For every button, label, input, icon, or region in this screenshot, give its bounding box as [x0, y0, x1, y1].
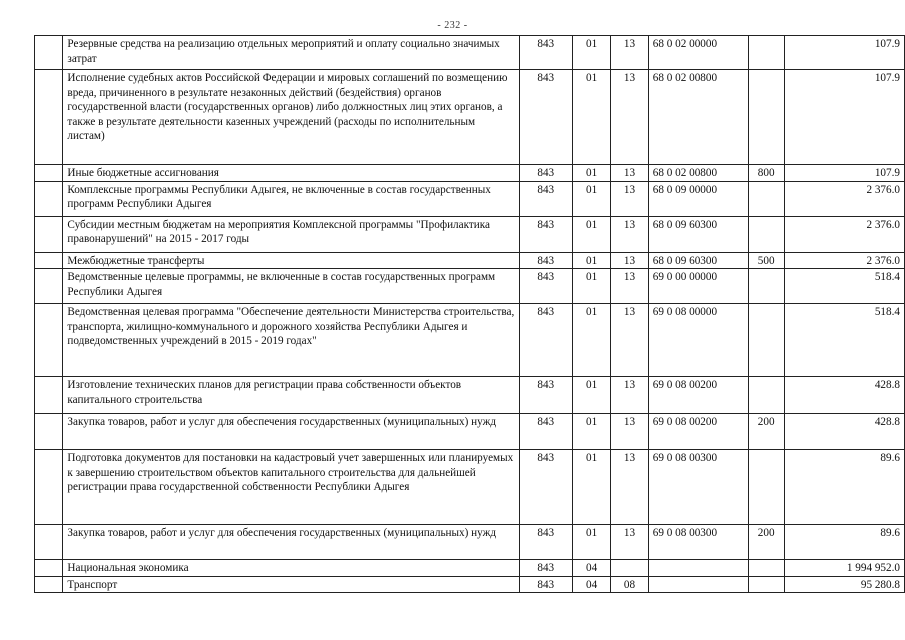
row-name: Ведомственная целевая программа "Обеспечение деятельности Министерства строительства, транспорта, жилищно-коммунального и дорожного хозяйства Республики Адыгея и подведомственных учреждений в 2015 - 2019 годах"	[63, 304, 519, 377]
row-vr	[748, 560, 784, 577]
row-ved: 843	[519, 36, 572, 70]
row-name: Иные бюджетные ассигнования	[63, 165, 519, 182]
budget-table-body	[35, 36, 905, 593]
row-csr: 68 0 09 60300	[648, 252, 748, 269]
row-ved: 843	[519, 377, 572, 414]
row-csr: 68 0 02 00800	[648, 165, 748, 182]
row-vr	[748, 304, 784, 377]
row-ved: 843	[519, 525, 572, 560]
empty-cell	[35, 216, 63, 252]
row-csr: 68 0 02 00000	[648, 36, 748, 70]
table-row	[35, 269, 905, 304]
empty-cell	[35, 525, 63, 560]
row-rz: 01	[572, 70, 610, 165]
row-vr: 200	[748, 414, 784, 450]
row-name: Межбюджетные трансферты	[63, 252, 519, 269]
row-sum: 2 376.0	[784, 252, 904, 269]
row-name: Национальная экономика	[63, 560, 519, 577]
row-sum: 107.9	[784, 36, 904, 70]
row-name: Изготовление технических планов для регистрации права собственности объектов капитального строительства	[63, 377, 519, 414]
row-sum: 89.6	[784, 450, 904, 525]
row-csr: 68 0 02 00800	[648, 70, 748, 165]
row-csr	[648, 560, 748, 577]
row-ved: 843	[519, 216, 572, 252]
row-rz: 01	[572, 377, 610, 414]
row-pr: 13	[611, 216, 648, 252]
row-name: Транспорт	[63, 576, 519, 593]
row-vr	[748, 70, 784, 165]
empty-cell	[35, 165, 63, 182]
row-vr	[748, 269, 784, 304]
page-number: - 232 -	[437, 20, 468, 31]
row-rz: 01	[572, 36, 610, 70]
row-csr: 68 0 09 60300	[648, 216, 748, 252]
row-vr	[748, 450, 784, 525]
row-rz: 01	[572, 450, 610, 525]
row-vr	[748, 181, 784, 216]
row-pr: 13	[611, 450, 648, 525]
empty-cell	[35, 269, 63, 304]
row-ved: 843	[519, 269, 572, 304]
row-pr: 13	[611, 70, 648, 165]
row-vr	[748, 36, 784, 70]
empty-cell	[35, 414, 63, 450]
row-sum: 107.9	[784, 165, 904, 182]
row-rz: 01	[572, 216, 610, 252]
row-pr	[611, 560, 648, 577]
table-row	[35, 414, 905, 450]
table-row	[35, 70, 905, 165]
empty-cell	[35, 252, 63, 269]
table-row	[35, 36, 905, 70]
table-row	[35, 304, 905, 377]
row-csr: 69 0 08 00300	[648, 525, 748, 560]
row-name: Исполнение судебных актов Российской Федерации и мировых соглашений по возмещению вреда, причиненного в результате незаконных действий (бездействия) органов государственной власти (государственных органов) либо должностных лиц этих органов, а также в результате деятельности казенных учреждений (расходы по исполнительным листам)	[63, 70, 519, 165]
row-vr: 500	[748, 252, 784, 269]
row-pr: 13	[611, 181, 648, 216]
row-sum: 518.4	[784, 269, 904, 304]
row-csr	[648, 576, 748, 593]
row-ved: 843	[519, 70, 572, 165]
row-pr: 13	[611, 36, 648, 70]
row-pr: 13	[611, 269, 648, 304]
row-rz: 01	[572, 252, 610, 269]
row-ved: 843	[519, 560, 572, 577]
table-row	[35, 181, 905, 216]
row-vr	[748, 216, 784, 252]
table-row	[35, 560, 905, 577]
row-name: Субсидии местным бюджетам на мероприятия Комплексной программы "Профилактика правонарушений" на 2015 - 2017 годы	[63, 216, 519, 252]
row-sum: 518.4	[784, 304, 904, 377]
row-ved: 843	[519, 181, 572, 216]
row-csr: 69 0 08 00200	[648, 377, 748, 414]
row-pr: 13	[611, 165, 648, 182]
row-sum: 107.9	[784, 70, 904, 165]
row-name: Комплексные программы Республики Адыгея, не включенные в состав государственных программ Республики Адыгея	[63, 181, 519, 216]
row-name: Резервные средства на реализацию отдельных мероприятий и оплату социально значимых затрат	[63, 36, 519, 70]
row-ved: 843	[519, 414, 572, 450]
table-row	[35, 216, 905, 252]
row-rz: 01	[572, 165, 610, 182]
table-row	[35, 576, 905, 593]
row-vr	[748, 576, 784, 593]
row-rz: 01	[572, 304, 610, 377]
table-row	[35, 165, 905, 182]
row-csr: 69 0 08 00200	[648, 414, 748, 450]
row-csr: 69 0 08 00000	[648, 304, 748, 377]
row-vr: 200	[748, 525, 784, 560]
row-ved: 843	[519, 304, 572, 377]
row-name: Закупка товаров, работ и услуг для обеспечения государственных (муниципальных) нужд	[63, 525, 519, 560]
row-ved: 843	[519, 252, 572, 269]
row-pr: 13	[611, 377, 648, 414]
row-name: Подготовка документов для постановки на кадастровый учет завершенных или планируемых к завершению строительством объектов капитального строительства для дальнейшей регистрации права государственной собственности Республики Адыгея	[63, 450, 519, 525]
row-sum: 428.8	[784, 414, 904, 450]
row-pr: 13	[611, 414, 648, 450]
row-sum: 428.8	[784, 377, 904, 414]
row-rz: 04	[572, 576, 610, 593]
empty-cell	[35, 36, 63, 70]
row-pr: 13	[611, 525, 648, 560]
empty-cell	[35, 450, 63, 525]
empty-cell	[35, 377, 63, 414]
row-ved: 843	[519, 576, 572, 593]
row-rz: 01	[572, 269, 610, 304]
row-name: Закупка товаров, работ и услуг для обеспечения государственных (муниципальных) нужд	[63, 414, 519, 450]
row-sum: 89.6	[784, 525, 904, 560]
row-rz: 01	[572, 414, 610, 450]
row-csr: 68 0 09 00000	[648, 181, 748, 216]
row-vr	[748, 377, 784, 414]
table-row	[35, 377, 905, 414]
empty-cell	[35, 576, 63, 593]
table-row	[35, 525, 905, 560]
row-pr: 08	[611, 576, 648, 593]
row-rz: 04	[572, 560, 610, 577]
row-name: Ведомственные целевые программы, не включенные в состав государственных программ Республики Адыгея	[63, 269, 519, 304]
row-sum: 1 994 952.0	[784, 560, 904, 577]
table-row	[35, 450, 905, 525]
empty-cell	[35, 70, 63, 165]
row-rz: 01	[572, 181, 610, 216]
row-sum: 2 376.0	[784, 216, 904, 252]
row-ved: 843	[519, 450, 572, 525]
budget-table	[34, 35, 905, 593]
row-pr: 13	[611, 252, 648, 269]
row-sum: 2 376.0	[784, 181, 904, 216]
row-ved: 843	[519, 165, 572, 182]
empty-cell	[35, 304, 63, 377]
row-pr: 13	[611, 304, 648, 377]
row-sum: 95 280.8	[784, 576, 904, 593]
row-rz: 01	[572, 525, 610, 560]
row-csr: 69 0 08 00300	[648, 450, 748, 525]
row-vr: 800	[748, 165, 784, 182]
table-row	[35, 252, 905, 269]
row-csr: 69 0 00 00000	[648, 269, 748, 304]
empty-cell	[35, 181, 63, 216]
empty-cell	[35, 560, 63, 577]
